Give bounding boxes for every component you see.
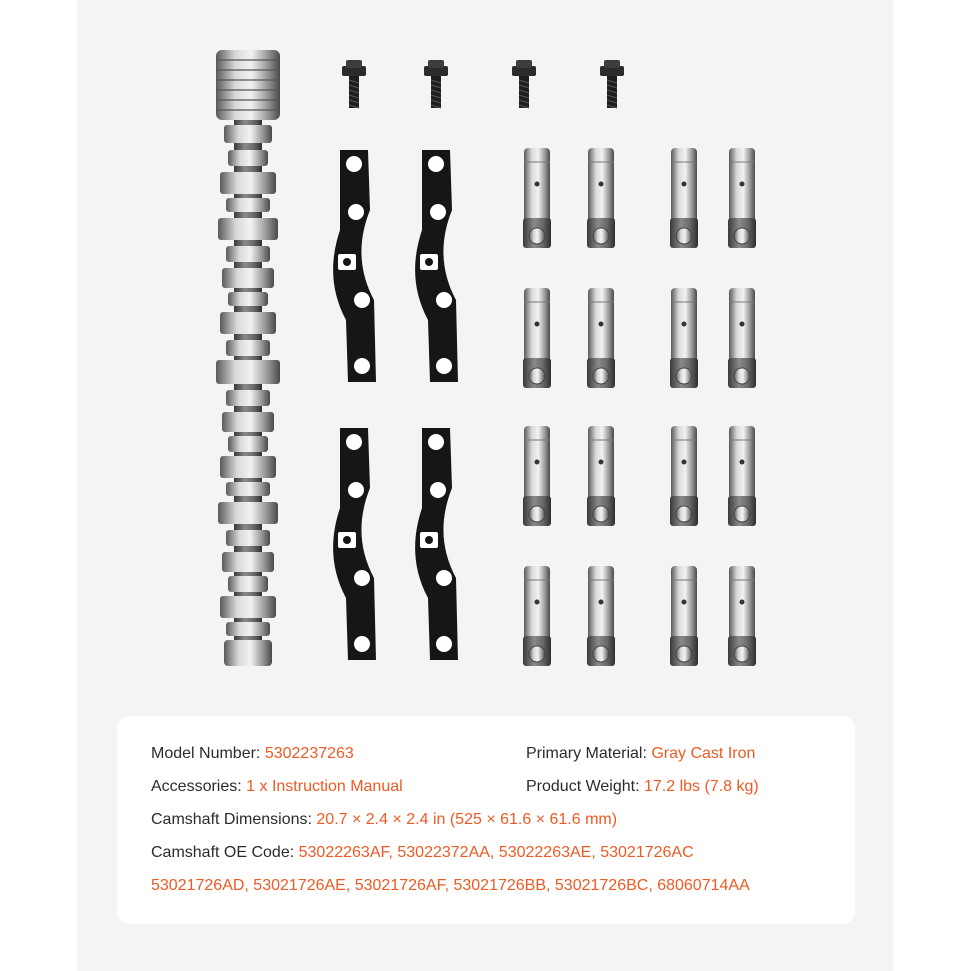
bolt-icon (512, 60, 536, 108)
camshaft-lobe (226, 530, 270, 546)
bolt-icon (342, 60, 366, 108)
camshaft-lobe (224, 125, 272, 143)
roller-lifter-icon (670, 426, 698, 526)
spec-model-value: 5302237263 (264, 745, 354, 762)
roller-lifter-icon (523, 566, 551, 666)
roller-lifter-icon (523, 148, 551, 248)
camshaft-lobe (220, 596, 276, 618)
specs-card (117, 716, 855, 924)
roller-lifter-icon (728, 148, 756, 248)
spec-oe-code-continued (151, 876, 750, 896)
spec-model (151, 744, 354, 764)
spec-oe-code (151, 843, 694, 863)
camshaft-icon (216, 50, 280, 666)
spec-oe-value-line1: 53022263AF, 53022372AA, 53022263AE, 53021726AC (298, 844, 694, 861)
camshaft-lobe (220, 312, 276, 334)
spec-material-label: Primary Material: (526, 745, 647, 762)
roller-lifter-icon (728, 566, 756, 666)
camshaft-lobe (226, 390, 270, 406)
camshaft-lobe (228, 292, 268, 306)
bolt-group (342, 60, 624, 108)
camshaft-lobe (220, 456, 276, 478)
spec-dimensions (151, 810, 617, 830)
camshaft-lobe (228, 150, 268, 166)
lifter-guide-group (333, 150, 458, 660)
roller-lifter-icon (587, 288, 615, 388)
spec-accessories (151, 777, 403, 797)
camshaft-lobe (226, 246, 270, 262)
camshaft-lobe (226, 198, 270, 212)
roller-lifter-icon (523, 288, 551, 388)
roller-lifter-icon (587, 426, 615, 526)
spec-accessories-label: Accessories: (151, 778, 242, 795)
camshaft-lobe (216, 360, 280, 384)
lifter-guide-icon (333, 150, 376, 382)
bolt-icon (600, 60, 624, 108)
spec-weight-value: 17.2 lbs (7.8 kg) (644, 778, 759, 795)
roller-lifter-group (523, 148, 756, 666)
roller-lifter-icon (587, 566, 615, 666)
camshaft-lobe (220, 172, 276, 194)
camshaft-lobe (218, 218, 278, 240)
spec-model-label: Model Number: (151, 745, 261, 762)
roller-lifter-icon (728, 426, 756, 526)
camshaft-lobe (226, 482, 270, 496)
spec-weight (526, 777, 759, 797)
roller-lifter-icon (523, 426, 551, 526)
roller-lifter-icon (670, 566, 698, 666)
spec-accessories-value: 1 x Instruction Manual (246, 778, 403, 795)
camshaft-end (224, 640, 272, 666)
roller-lifter-icon (670, 148, 698, 248)
spec-dimensions-value: 20.7 × 2.4 × 2.4 in (525 × 61.6 × 61.6 mm) (316, 811, 618, 828)
spec-oe-label: Camshaft OE Code: (151, 844, 295, 861)
roller-lifter-icon (587, 148, 615, 248)
lifter-guide-icon (333, 428, 376, 660)
camshaft-lobe (222, 268, 274, 288)
camshaft-lobe (222, 412, 274, 432)
spec-dimensions-label: Camshaft Dimensions: (151, 811, 312, 828)
bolt-icon (424, 60, 448, 108)
spec-material (526, 744, 755, 764)
camshaft-lobe (228, 576, 268, 592)
spec-weight-label: Product Weight: (526, 778, 640, 795)
camshaft-lobe (218, 502, 278, 524)
camshaft-lobe (226, 622, 270, 636)
lifter-guide-icon (415, 150, 458, 382)
lifter-guide-icon (415, 428, 458, 660)
camshaft-lobe (228, 436, 268, 452)
spec-oe-value-line2: 53021726AD, 53021726AE, 53021726AF, 53021726BB, 53021726BC, 68060714AA (151, 877, 750, 894)
spec-material-value: Gray Cast Iron (651, 745, 756, 762)
camshaft-lobe (222, 552, 274, 572)
camshaft-lobe (226, 340, 270, 356)
roller-lifter-icon (728, 288, 756, 388)
roller-lifter-icon (670, 288, 698, 388)
